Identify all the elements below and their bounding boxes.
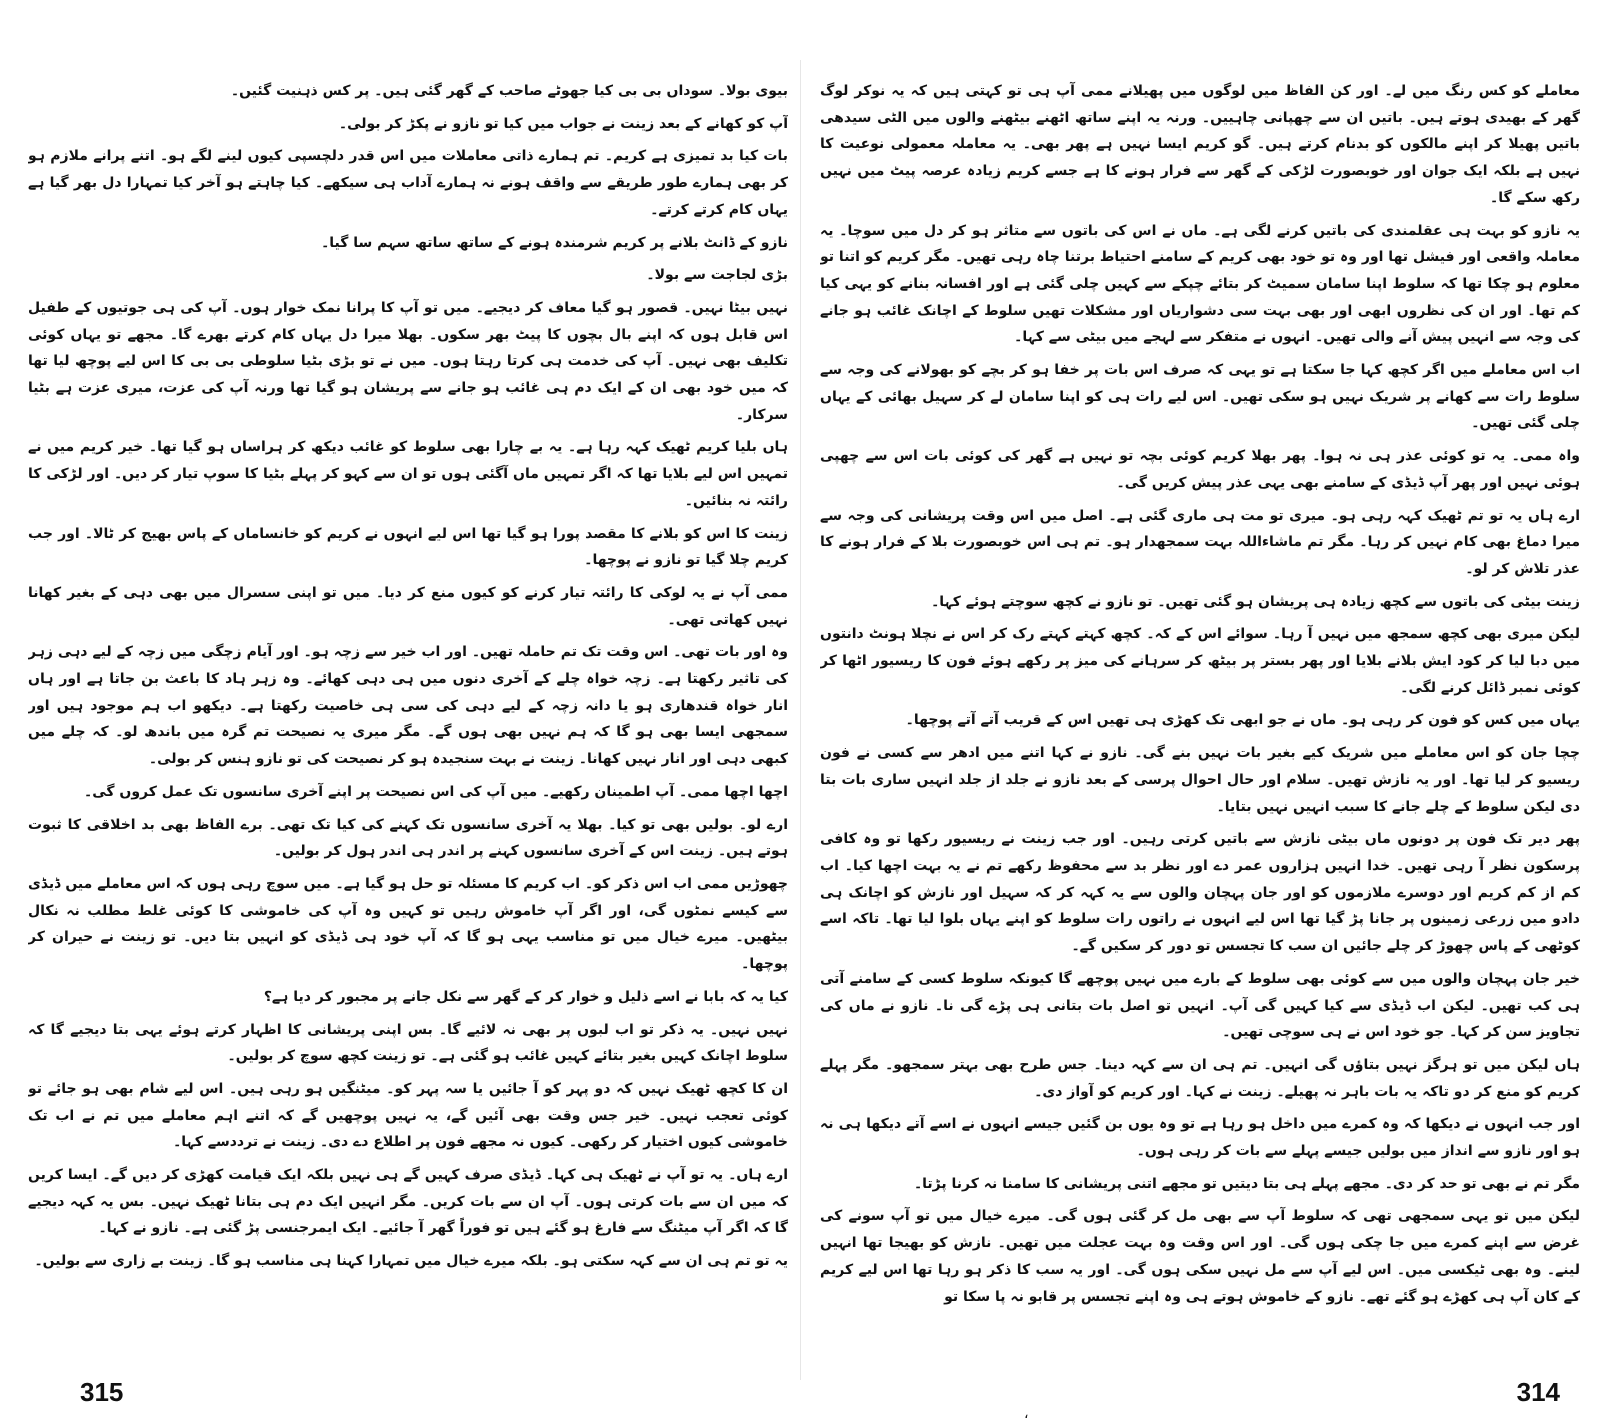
paragraph: اور جب انہوں نے دیکھا کہ وہ کمرے میں داخل ہو رہا ہے تو وہ یوں بن گئیں جیسے انہوں نے اسے آتے دیکھا ہی نہ ہو اور نازو سے انداز میں بولیں جیسے پہلے سے بات کر رہی ہوں۔ [820, 1116, 1580, 1160]
right-page-text [820, 78, 1580, 1328]
left-page-number: 315 [80, 1377, 124, 1407]
paragraph: مگر تم نے بھی تو حد کر دی۔ مجھے پہلے ہی بتا دیتیں تو مجھے اتنی پریشانی کا سامنا نہ کرنا پڑتا۔ [913, 1175, 1580, 1192]
paragraph: لیکن میں تو یہی سمجھی تھی کہ سلوط آپ سے بھی مل کر گئی ہوں گی۔ میرے خیال میں تو آپ سونے کی غرض سے اپنے کمرے میں جا چکی ہوں گی۔ اور اس وقت وہ بہت عجلت میں تھیں۔ نازش کو بھیجا تھا انہیں لینے۔ وہ بھی ٹیکسی میں۔ اس لیے آپ سے مل نہیں سکی ہوں گی۔ اور یہ سب کا ذکر ہو رہا تھا اس لیے کریم کے کان آپ ہی کھڑے ہو گئے تھے۔ نازو کے خاموش ہوتے ہی وہ اپنے تجسس پر قابو نہ پا سکا تو [820, 1208, 1580, 1305]
paragraph: ان کا کچھ ٹھیک نہیں کہ دو پہر کو آ جائیں یا سہ پہر کو۔ میٹنگیں ہو رہی ہیں۔ اس لیے شام بھی ہو جائے تو کوئی تعجب نہیں۔ خیر جس وقت بھی آئیں گے، یہ نہیں پوچھیں گے کہ اتنے اہم معاملے میں تم نے اب تک خاموشی کیوں اختیار کر رکھی۔ کیوں نہ مجھے فون پر اطلاع دے دی۔ زینت نے ترددسے کہا۔ [28, 1080, 788, 1151]
page-gutter [800, 60, 801, 1380]
paragraph: چچا جان کو اس معاملے میں شریک کیے بغیر بات نہیں بنے گی۔ نازو نے کہا اتنے میں ادھر سے کسی نے فون ریسیو کر لیا تھا۔ اور یہ نازش تھیں۔ سلام اور حال احوال پرسی کے بعد نازو نے جلد از جلد انہیں ساری بات بتا دی لیکن سلوط کے چلے جانے کا سبب انہیں نہیں بتایا۔ [820, 745, 1580, 815]
paragraph: وہ اور بات تھی۔ اس وقت تک تم حاملہ تھیں۔ اور اب خیر سے زچہ ہو۔ اور آیام زچگی میں زچہ کے لیے دہی زہر کی تاثیر رکھتا ہے۔ زچہ خواہ چلے کے آخری دنوں میں ہی دہی کھائے۔ وہ زہر ہاد کا باعث بن جاتا ہے اور ہاں انار خواہ قندھاری ہو یا دانہ زچہ کے لیے دہی کی سی ہی خاصیت رکھتا ہے۔ دیکھو اب ہم موجود ہیں اور سمجھی ایسا بھی ہو گا کہ ہم نہیں بھی ہوں گے۔ مگر میری یہ نصیحت تم گرہ میں باندھ لو۔ کہ چلے میں کبھی دہی اور انار نہیں کھانا۔ زینت نے بہت سنجیدہ ہو کر نصیحت کی تو نازو ہنس کر بولی۔ [28, 644, 788, 768]
paragraph: نہیں بیٹا نہیں۔ قصور ہو گیا معاف کر دیجیے۔ میں تو آپ کا پرانا نمک خوار ہوں۔ آپ کی ہی جوتیوں کے طفیل اس قابل ہوں کہ اپنے بال بچوں کا پیٹ بھر سکوں۔ بھلا میرا دل یہاں کام کرتے بھرے گا۔ مجھے تو یہاں کوئی تکلیف بھی نہیں۔ آپ کی خدمت ہی کرتا رہتا ہوں۔ میں نے تو بڑی بٹیا سلوطی بی بی کا اس لیے پوچھ لیا تھا کہ میں خود بھی ان کے ایک دم ہی غائب ہو جانے سے پریشان ہو گیا تھا ورنہ آپ کی عزت، میری عزت ہے بٹیا سرکار۔ [28, 299, 788, 423]
paragraph: ہاں بلیا کریم ٹھیک کہہ رہا ہے۔ یہ بے چارا بھی سلوط کو غائب دیکھ کر ہراساں ہو گیا تھا۔ خیر کریم میں نے تمہیں اس لیے بلایا تھا کہ اگر تمہیں ماں آگئی ہوں تو ان سے کہو کر پہلے بٹیا کا سوپ تیار کر دیں۔ اور لڑکی کا رائتہ نہ بنائیں۔ [28, 439, 788, 509]
right-page-number: 314 [1516, 1377, 1560, 1407]
paragraph: یہ تو تم ہی ان سے کہہ سکتی ہو۔ بلکہ میرے خیال میں تمہارا کہنا ہی مناسب ہو گا۔ زینت بے زاری سے بولیں۔ [34, 1253, 788, 1270]
paragraph: بات کیا بد تمیزی ہے کریم۔ تم ہمارے ذاتی معاملات میں اس قدر دلچسپی کیوں لینے لگے ہو۔ اتنے پرانے ملازم ہو کر بھی ہمارے طور طریقے سے واقف ہونے نہ ہمارے آداب ہی سیکھے۔ کیا چاہتے ہو آخر کیا تمہارا دل بھر گیا ہے یہاں کام کرتے کرتے۔ [28, 148, 788, 218]
paragraph: لیکن میری بھی کچھ سمجھ میں نہیں آ رہا۔ سوائے اس کے کہ۔ کچھ کہتے کہتے رک کر اس نے نچلا ہونٹ دانتوں میں دبا لیا کر کود ایش بلانے بلایا اور پھر بستر پر بیٹھ کر سرہانے کی میز پر رکھے ہوئے فون کا ریسیور اٹھا کر کوئی نمبر ڈائل کرنے لگی۔ [820, 626, 1580, 696]
paragraph: چھوڑیں ممی اب اس ذکر کو۔ اب کریم کا مسئلہ تو حل ہو گیا ہے۔ میں سوچ رہی ہوں کہ اس معاملے میں ڈیڈی سے کیسے نمٹوں گی، اور اگر آپ خاموش رہیں تو کہیں وہ آپ کی خاموشی کا کوئی غلط مطلب نہ نکال بیٹھیں۔ میرے خیال میں تو مناسب یہی ہو گا کہ آپ خود ہی ڈیڈی کو انہیں بتا دیں۔ تو زینت نے حیران کر پوچھا۔ [28, 875, 788, 973]
paragraph: آپ کو کھانے کے بعد زینت نے جواب میں کیا تو نازو نے پکڑ کر بولی۔ [338, 115, 788, 132]
right-page [820, 78, 1580, 1408]
paragraph: بیوی بولا۔ سوداں بی بی کیا جھوٹے صاحب کے گھر گئی ہیں۔ پر کس ذہنیت گئیں۔ [230, 83, 788, 99]
paragraph: ارے ہاں یہ تو تم ٹھیک کہہ رہی ہو۔ میری تو مت ہی ماری گئی ہے۔ اصل میں اس وقت پریشانی کی وجہ سے میرا دماغ بھی کام نہیں کر رہا۔ مگر تم ماشاءاللہ بہت سمجھدار ہو۔ تم ہی اس خوبصورت بلا کے فرار ہونے کا عذر تلاش کر لو۔ [820, 507, 1580, 577]
paragraph: ممی آپ نے یہ لوکی کا رائتہ تیار کرنے کو کیوں منع کر دیا۔ میں تو اپنی سسرال میں بھی دہی کے بغیر کھانا نہیں کھاتی تھی۔ [28, 584, 788, 628]
paragraph: زینت بیٹی کی باتوں سے کچھ زیادہ ہی پریشان ہو گئی تھیں۔ تو نازو نے کچھ سوچتے ہوئے کہا۔ [931, 593, 1580, 610]
paragraph: نازو کے ڈانٹ بلانے پر کریم شرمندہ ہونے کے ساتھ ساتھ سہم سا گیا۔ [321, 234, 788, 251]
left-page [28, 78, 788, 1408]
paragraph: نہیں نہیں۔ یہ ذکر تو اب لبوں پر بھی نہ لائیے گا۔ بس اپنی پریشانی کا اظہار کرتے ہوئے یہی بتا دیجیے گا کہ سلوط اچانک کہیں بغیر بتائے کہیں غائب ہو گئی ہے۔ تو زینت کچھ سوچ کر بولیں۔ [28, 1021, 788, 1065]
bottom-mark: ، [1024, 1406, 1029, 1422]
paragraph: واہ ممی۔ یہ تو کوئی عذر ہی نہ ہوا۔ پھر بھلا کریم کوئی بچہ تو نہیں ہے گھر کی کوئی بات اس سے چھپی ہوئی نہیں اور پھر آپ ڈیڈی کے سامنے بھی یہی عذر پیش کریں گی۔ [820, 448, 1580, 491]
paragraph: پھر دیر تک فون پر دونوں ماں بیٹی نازش سے باتیں کرتی رہیں۔ اور جب زینت نے ریسیور رکھا تو وہ کافی پرسکون نظر آ رہی تھیں۔ خدا انہیں ہزاروں عمر دے اور نظر بد سے محفوظ رکھے تم نے یہ بہت اچھا کیا۔ اب کم از کم کریم اور دوسرے ملازموں کو اور جان پہچان والوں سے یہ کہہ کر کہ سہیل اور نازش کو اچانک ہی دادو میں زرعی زمینوں پر جانا پڑ گیا تھا اس لیے انہوں نے راتوں رات سلوط کو اپنے یہاں بلوا لیا تھا۔ تاکہ اسے کوٹھی کے پاس چھوڑ کر چلے جائیں ان سب کا تجسس تو دور کر سکیں گے۔ [820, 831, 1580, 955]
left-page-text [28, 78, 788, 1328]
paragraph: کیا یہ کہ بابا نے اسے ذلیل و خوار کر کے گھر سے نکل جانے پر مجبور کر دیا ہے؟ [263, 988, 788, 1005]
paragraph: یہ نازو کو بہت ہی عقلمندی کی باتیں کرنے لگی ہے۔ ماں نے اس کی باتوں سے متاثر ہو کر دل میں سوچا۔ یہ معاملہ واقعی اور فیشل تھا اور وہ تو خود بھی کریم کے سامنے احتیاط برتنا چاہ رہی تھیں۔ مگر کریم کو اتنا تو معلوم ہو چکا تھا کہ سلوط اپنا سامان سمیٹ کر بتائے چپکے سے کہیں چلی گئی ہے اور افسانہ بنانے کو یہی کیا کم تھا۔ اور ان کی نظروں ابھی اور بھی بہت سی دشواریاں اور مشکلات تھیں سلوط کے اچانک غائب ہو جانے کی وجہ سے انہیں پیش آنے والی تھیں۔ انہوں نے متفکر سے لہجے میں بیٹی سے کہا۔ [820, 222, 1580, 346]
paragraph: ارے ہاں۔ یہ تو آپ نے ٹھیک ہی کہا۔ ڈیڈی صرف کہیں گے ہی نہیں بلکہ ایک قیامت کھڑی کر دیں گے۔ ایسا کریں کہ میں ان سے بات کرتی ہوں۔ آپ ان سے بات کریں۔ مگر انہیں ایک دم ہی بتانا ٹھیک نہیں۔ بس یہ کہہ دیجیے گا کہ اگر آپ میٹنگ سے فارغ ہو گئے ہیں تو فوراً گھر آ جائیے۔ ایک ایمرجنسی پڑ گئی ہے۔ نازو نے کہا۔ [28, 1167, 788, 1237]
paragraph: ہاں لیکن میں تو ہرگز نہیں بتاؤں گی انہیں۔ تم ہی ان سے کہہ دینا۔ جس طرح بھی بہتر سمجھو۔ مگر پہلے کریم کو منع کر دو تاکہ یہ بات باہر نہ پھیلے۔ زینت نے کہا۔ اور کریم کو آواز دی۔ [820, 1056, 1580, 1100]
paragraph: زینت کا اس کو بلانے کا مقصد پورا ہو گیا تھا اس لیے انہوں نے کریم کو خانساماں کے پاس بھیج کر ٹالا۔ اور جب کریم چلا گیا تو نازو نے پوچھا۔ [28, 525, 788, 569]
paragraph: معاملے کو کس رنگ میں لے۔ اور کن الفاظ میں لوگوں میں پھیلانے ممی آپ ہی تو کہتی ہیں کہ یہ نوکر لوگ گھر کے بھیدی ہوتے ہیں۔ باتیں ان سے چھپانی چاہییں۔ ورنہ یہ اپنے ساتھ اٹھنے بیٹھنے والوں میں الٹی سیدھی باتیں پھیلا کر اپنے مالکوں کو بدنام کرتے ہیں۔ گو کریم ایسا نہیں ہے پھر بھی۔ یہ معاملہ معمولی نوعیت کا نہیں ہے بلکہ ایک جوان اور خوبصورت لڑکی کے گھر سے فرار ہونے کا ہے جسے کریم زیادہ عرصہ پیٹ میں نہیں رکھ سکے گا۔ [820, 83, 1580, 206]
paragraph: ارے لو۔ بولیں بھی تو کیا۔ بھلا یہ آخری سانسوں تک کہنے کی کیا تک تھی۔ برے الفاظ بھی بد اخلاقی کا ثبوت ہوتے ہیں۔ زینت اس کے آخری سانسوں کہنے پر اندر ہی اندر ہول کر بولیں۔ [28, 816, 788, 860]
paragraph: بڑی لجاجت سے بولا۔ [646, 267, 788, 284]
paragraph: خیر جان پہچان والوں میں سے کوئی بھی سلوط کے بارے میں نہیں پوچھے گا کیونکہ سلوط کسی کے سامنے آتی ہی کب تھیں۔ لیکن اب ڈیڈی سے کیا کہیں گی آپ۔ انہیں تو اصل بات بتانی ہی پڑے گی نا۔ نازو نے ماں کی تجاویز سن کر کہا۔ جو خود اس نے ہی سوچی تھیں۔ [820, 970, 1580, 1041]
paragraph: اچھا اچھا ممی۔ آپ اطمینان رکھیے۔ میں آپ کی اس نصیحت پر اپنے آخری سانسوں تک عمل کروں گی۔ [84, 783, 788, 800]
paragraph: اب اس معاملے میں اگر کچھ کہا جا سکتا ہے تو یہی کہ صرف اس بات پر خفا ہو کر بچے کو بھولانے کی وجہ سے سلوط رات سے کھانے پر شریک نہیں ہو سکی تھیں۔ اس لیے رات ہی کو اپنا سامان لے کر سہیل بھائی کے یہاں چلی گئی تھیں۔ [820, 362, 1580, 432]
paragraph: یہاں میں کس کو فون کر رہی ہو۔ ماں نے جو ابھی تک کھڑی ہی تھیں اس کے قریب آتے آتے پوچھا۔ [905, 712, 1580, 729]
